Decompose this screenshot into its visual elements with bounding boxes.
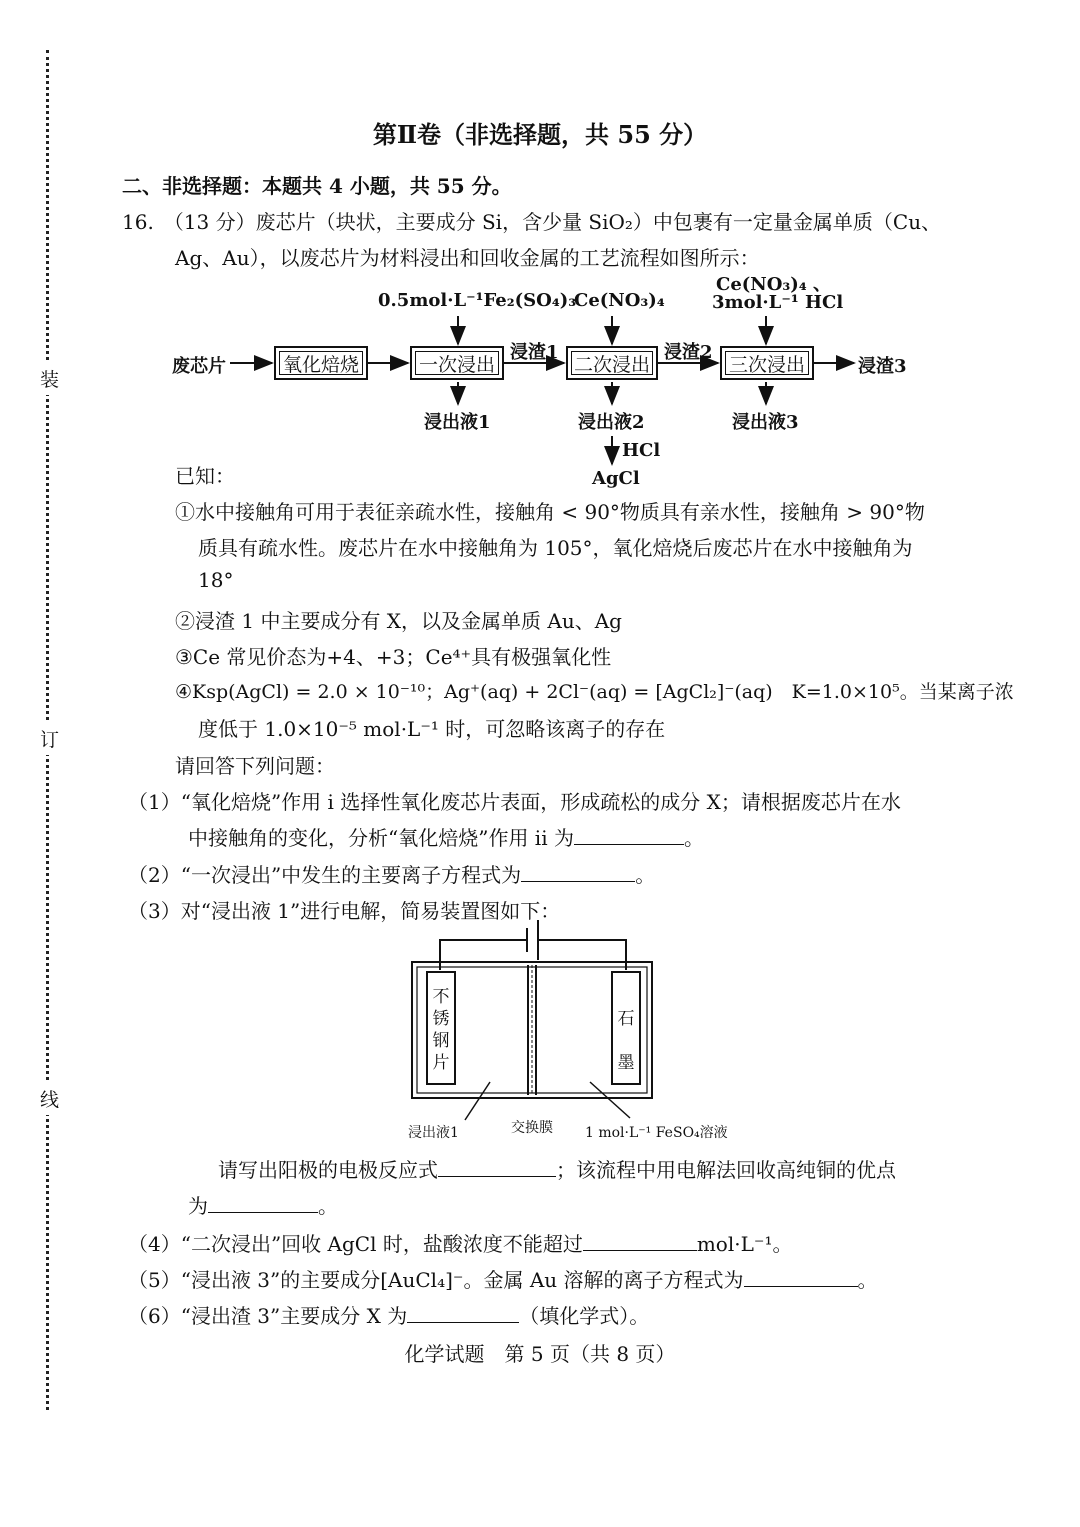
question-3b-text: ；该流程中用电解法回收高纯铜的优点 [556,1158,896,1182]
agcl-label: AgCl [592,468,640,489]
question-3-line-a [218,1154,896,1183]
residue1-label: 浸渣1 [510,342,559,363]
answer-blank-3a[interactable] [438,1158,556,1177]
reagent1-label: 0.5mol·L⁻¹Fe₂(SO₄)₃ [378,290,577,311]
left-electrode-label: 不锈钢片 [432,987,450,1073]
reagent2-label: Ce(NO₃)₄ [574,290,665,311]
question-1-end: 。 [683,826,704,850]
flow-end-label: 浸渣3 [858,356,907,377]
question-3d-text: 。 [318,1194,338,1218]
question-3a-text: 请写出阳极的电极反应式 [218,1158,438,1182]
question-3c-text: 为 [188,1194,208,1218]
ask-line: 请回答下列问题： [175,754,335,778]
question-4-unit: mol·L⁻¹。 [696,1232,793,1256]
question-4-text: （4）“二次浸出”回收 AgCl 时，盐酸浓度不能超过 [128,1232,583,1256]
known-item1-line1: ①水中接触角可用于表征亲疏水性，接触角 < 90°物质具有亲水性，接触角 > 90°物 [175,500,925,524]
known-item1-line3: 18° [198,568,234,592]
question-3: （3）对“浸出液 1”进行电解，简易装置图如下： [128,899,561,923]
flow-box1-text: 氧化焙烧 [282,354,359,376]
flow-box4-text: 三次浸出 [728,354,805,376]
known-item2: ②浸渣 1 中主要成分有 X，以及金属单质 Au、Ag [175,609,622,633]
question-4 [128,1228,792,1257]
flow-start-label: 废芯片 [172,356,226,377]
question-1-text: 中接触角的变化，分析“氧化焙烧”作用 ii 为 [188,826,574,850]
liquid2-label: 浸出液2 [578,412,645,433]
answer-blank-6[interactable] [407,1304,519,1323]
section-heading: 二、非选择题：本题共 4 小题，共 55 分。 [122,174,512,198]
right-electrode-label: 石墨 [617,1009,635,1073]
margin-char-ding: 订 [40,722,59,755]
q16-intro-line2: Ag、Au），以废芯片为材料浸出和回收金属的工艺流程如图所示： [175,246,760,270]
flow-box2-text: 一次浸出 [418,354,495,376]
question-2-end: 。 [635,863,656,887]
known-item4-line2: 度低于 1.0×10⁻⁵ mol·L⁻¹ 时，可忽略该离子的存在 [198,717,666,741]
liquid3-label: 浸出液3 [732,412,799,433]
question-1-line1: （1）“氧化焙烧”作用 i 选择性氧化废芯片表面，形成疏松的成分 X；请根据废芯片在水 [128,790,901,814]
residue2-label: 浸渣2 [664,342,713,363]
cell-label-leach-liquid: 浸出液1 [408,1125,459,1141]
known-header: 已知： [175,464,235,488]
hcl-label: HCl [622,440,661,461]
question-5-text: （5）“浸出液 3”的主要成分[AuCl₄]⁻。金属 Au 溶解的离子方程式为 [128,1268,744,1292]
question-6 [128,1300,649,1329]
cell-label-membrane: 交换膜 [511,1120,553,1136]
known-item3: ③Ce 常见价态为+4、+3；Ce⁴⁺具有极强氧化性 [175,645,612,669]
reagent3-label-a: Ce(NO₃)₄ 、 [716,274,831,295]
page-title: 第Ⅱ卷（非选择题，共 55 分） [372,120,708,149]
reagent3-label-b: 3mol·L⁻¹ HCl [712,292,844,313]
question-2-text: （2）“一次浸出”中发生的主要离子方程式为 [128,863,522,887]
answer-blank-5[interactable] [744,1268,858,1287]
q16-intro-line1: 16. （13 分）废芯片（块状，主要成分 Si，含少量 SiO₂）中包裹有一定量金属单质（Cu、 [122,210,942,234]
question-5-end: 。 [857,1268,878,1292]
question-6-text: （6）“浸出渣 3”主要成分 X 为 [128,1304,408,1328]
flow-box3-text: 二次浸出 [573,354,650,376]
question-5 [128,1264,878,1293]
question-6-end: （填化学式）。 [519,1304,650,1328]
liquid1-label: 浸出液1 [424,412,491,433]
cell-label-feso4: 1 mol·L⁻¹ FeSO₄溶液 [585,1125,728,1141]
question-3-line-b [188,1190,338,1219]
answer-blank-3b[interactable] [208,1194,318,1213]
margin-char-xian: 线 [40,1082,59,1115]
page-footer: 化学试题 第 5 页（共 8 页） [404,1342,676,1366]
known-item1-line2: 质具有疏水性。废芯片在水中接触角为 105°，氧化焙烧后废芯片在水中接触角为 [198,536,913,560]
margin-char-zhuang: 装 [40,362,59,395]
answer-blank-4[interactable] [583,1232,697,1251]
known-item4-line1: ④Ksp(AgCl) = 2.0 × 10⁻¹⁰；Ag⁺(aq) + 2Cl⁻(aq) = [AgCl₂]⁻(aq) K=1.0×10⁵。当某离子浓 [175,681,1014,703]
